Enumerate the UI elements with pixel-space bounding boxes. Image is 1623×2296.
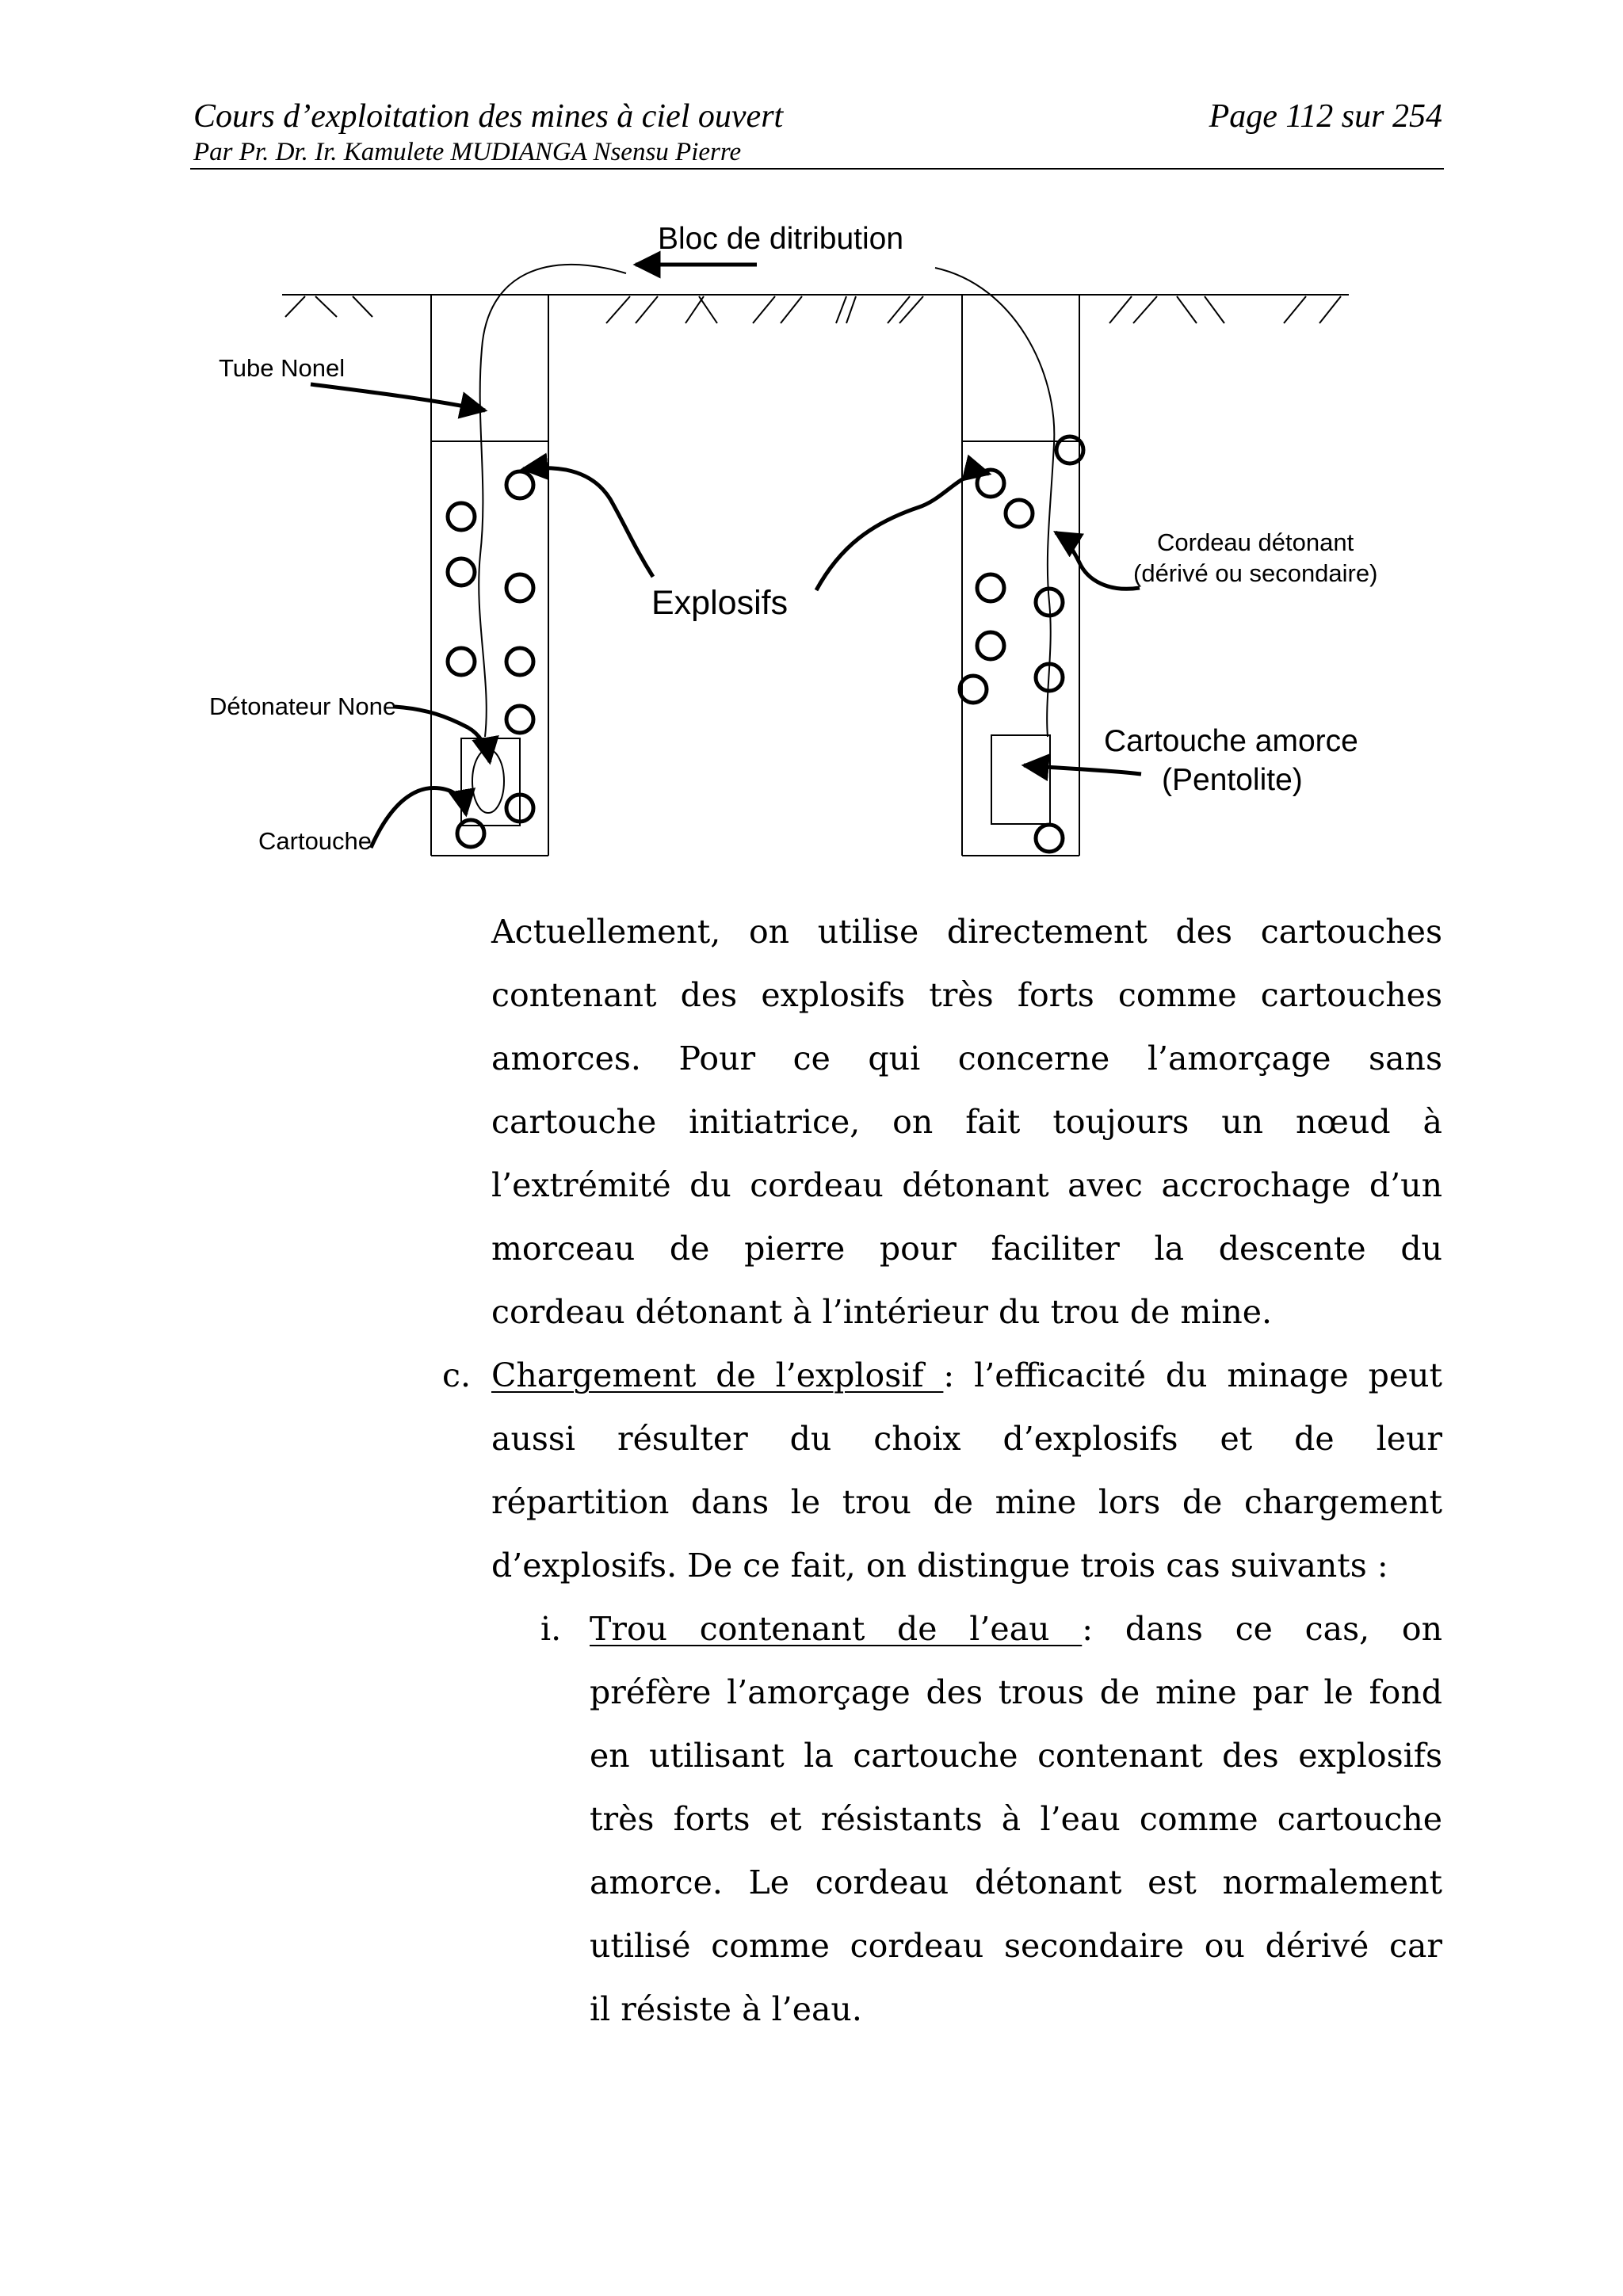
- label-cordeau-1: Cordeau détonant: [1157, 528, 1354, 556]
- text-line: d’explosifs. De ce fait, on distingue trois cas suivants :: [491, 1547, 1388, 1585]
- ground-surface: [282, 295, 1349, 323]
- label-cordeau-2: (dérivé ou secondaire): [1133, 559, 1378, 587]
- item-heading: Trou contenant de l’eau: [590, 1610, 1083, 1648]
- label-cartouche: Cartouche: [258, 827, 372, 855]
- item-heading: Chargement de l’explosif: [491, 1356, 944, 1394]
- header-rule: [190, 168, 1444, 170]
- course-title: Cours d’exploitation des mines à ciel ouvert: [193, 98, 784, 135]
- text-line: très forts et résistants à l’eau comme cartouche: [590, 1800, 1442, 1838]
- text-line: il résiste à l’eau.: [590, 1990, 862, 2028]
- text-line: [590, 1597, 1442, 1661]
- text-line: morceau de pierre pour faciliter la descente du: [491, 1230, 1442, 1268]
- label-tube-nonel: Tube Nonel: [219, 354, 346, 382]
- label-amorce-1: Cartouche amorce: [1104, 724, 1358, 758]
- text-line: cartouche initiatrice, on fait toujours un nœud à: [491, 1103, 1442, 1141]
- list-marker: i.: [540, 1610, 562, 1648]
- label-bloc-distribution: Bloc de ditribution: [658, 222, 904, 256]
- callout-arrows: [311, 265, 1141, 848]
- text-line: répartition dans le trou de mine lors de chargement: [491, 1483, 1442, 1521]
- paragraph-amorcage: [491, 900, 1442, 1344]
- text-line: cordeau détonant à l’intérieur du trou de mine.: [491, 1293, 1273, 1331]
- label-detonateur: Détonateur None: [209, 692, 397, 720]
- text-fragment: : l’efficacité du minage peut: [943, 1356, 1442, 1394]
- label-amorce-2: (Pentolite): [1162, 763, 1303, 797]
- label-explosifs: Explosifs: [651, 584, 789, 622]
- list-marker: c.: [442, 1356, 471, 1394]
- right-explosive-charges: [960, 437, 1083, 852]
- blasting-diagram: [0, 198, 1623, 871]
- list-item-c: [442, 1344, 1442, 1597]
- text-line: l’extrémité du cordeau détonant avec accrochage d’un: [491, 1166, 1442, 1204]
- text-line: utilisé comme cordeau secondaire ou dérivé car: [590, 1927, 1442, 1965]
- text-line: contenant des explosifs très forts comme cartouches: [491, 976, 1442, 1014]
- text-fragment: : dans ce cas, on: [1082, 1610, 1442, 1648]
- list-item-i: [540, 1597, 1442, 2041]
- text-line: préfère l’amorçage des trous de mine par le fond: [590, 1673, 1442, 1711]
- text-line: amorces. Pour ce qui concerne l’amorçage sans: [491, 1039, 1442, 1077]
- text-line: [491, 1344, 1442, 1407]
- author-line: Par Pr. Dr. Ir. Kamulete MUDIANGA Nsensu Pierre: [193, 138, 742, 166]
- text-line: amorce. Le cordeau détonant est normalement: [590, 1863, 1442, 1901]
- text-line: en utilisant la cartouche contenant des explosifs: [590, 1737, 1442, 1775]
- text-line: aussi résulter du choix d’explosifs et de leur: [491, 1420, 1442, 1458]
- text-line: Actuellement, on utilise directement des cartouches: [491, 913, 1442, 951]
- page-number: Page 112 sur 254: [1209, 98, 1442, 135]
